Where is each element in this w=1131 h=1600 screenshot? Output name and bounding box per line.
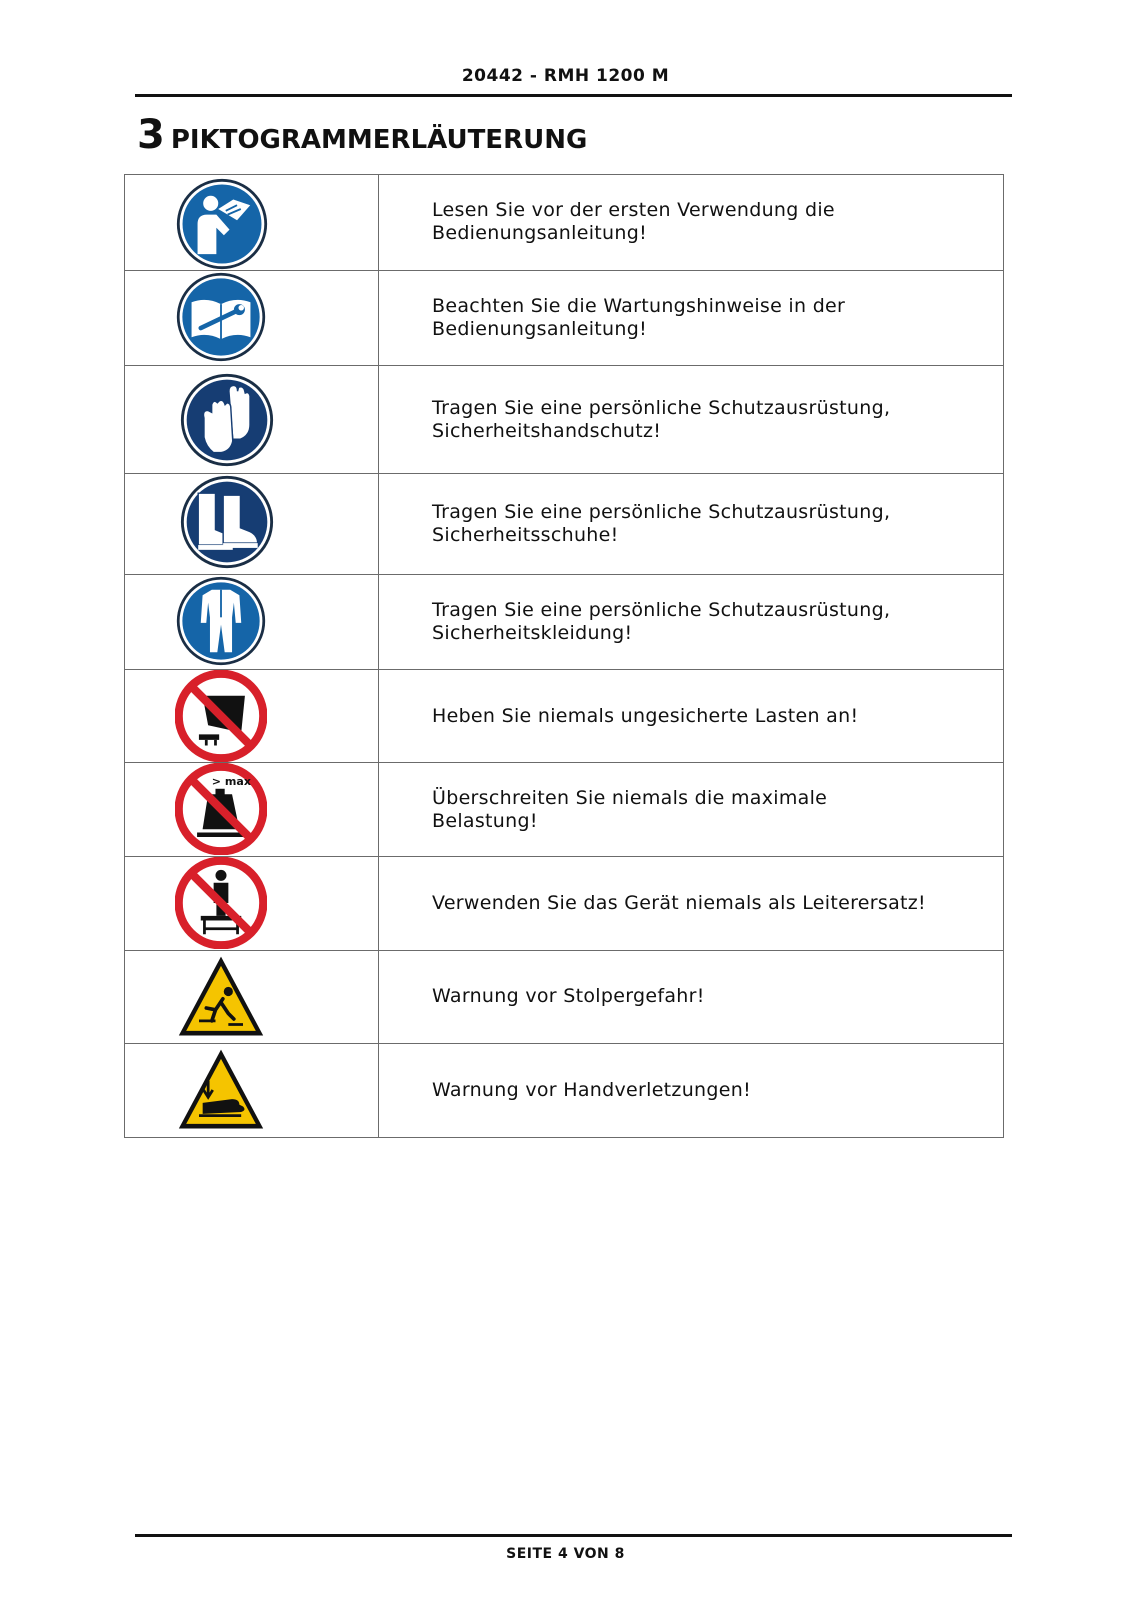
icon-cell [125,474,379,575]
trip-hazard-icon [175,953,267,1041]
section-number: 3 [137,112,165,158]
table-row [125,575,1004,670]
description-cell [379,175,1004,271]
description-cell [379,575,1004,670]
icon-cell [125,175,379,271]
icon-cell [125,669,379,763]
section-title [137,112,587,158]
description-cell [379,669,1004,763]
protective-suit-icon [175,575,267,667]
table-row [125,474,1004,575]
pictogram-table [124,174,1004,1138]
icon-cell [125,366,379,474]
icon-cell [125,950,379,1044]
table-row [125,1044,1004,1138]
table-row [125,763,1004,857]
table-row [125,175,1004,271]
description-line: Warnung vor Stolpergefahr! [432,985,705,1008]
description-line: Tragen Sie eine persönliche Schutzausrüstung, [432,396,891,419]
description-cell [379,366,1004,474]
hand-injury-icon [175,1046,267,1134]
icon-cell [125,763,379,857]
description-line: Warnung vor Handverletzungen! [432,1079,751,1102]
max-label: > max [211,775,251,789]
icon-cell [125,1044,379,1138]
description-line: Überschreiten Sie niemals die maximale Belastung! [432,786,828,832]
description-line: Sicherheitsschuhe! [432,524,619,547]
description-cell [379,270,1004,366]
description-line: Sicherheitshandschutz! [432,419,662,442]
table-row [125,856,1004,950]
gloves-icon [179,372,275,468]
description-line: Lesen Sie vor der ersten Verwendung die [432,199,835,222]
icon-cell [125,270,379,366]
page-footer: SEITE 4 VON 8 [506,1546,625,1562]
description-line: Verwenden Sie das Gerät niemals als Leiterersatz! [432,891,926,914]
description-cell [379,1044,1004,1138]
description-line: Tragen Sie eine persönliche Schutzausrüstung, [432,598,891,621]
table-row [125,270,1004,366]
document-header: 20442 - RMH 1200 M [461,66,670,86]
table-row [125,950,1004,1044]
no-overload-icon [175,763,267,855]
description-line: Tragen Sie eine persönliche Schutzausrüstung, [432,501,891,524]
table-row [125,669,1004,763]
footer-rule [135,1534,1012,1537]
description-line: Sicherheitskleidung! [432,621,633,644]
description-cell [379,763,1004,857]
no-unsecured-load-icon [175,670,267,762]
maintenance-manual-icon [175,271,267,363]
safety-boots-icon [179,474,275,570]
description-line: Beachten Sie die Wartungshinweise in der [432,295,846,318]
icon-cell [125,856,379,950]
table-row [125,366,1004,474]
description-cell [379,856,1004,950]
description-line: Heben Sie niemals ungesicherte Lasten an! [432,704,859,727]
read-manual-icon [175,177,269,271]
section-heading: PIKTOGRAMMERLÄUTERUNG [170,125,588,155]
description-cell [379,950,1004,1044]
description-line: Bedienungsanleitung! [432,222,647,245]
description-cell [379,474,1004,575]
no-ladder-use-icon [175,857,267,949]
description-line: Bedienungsanleitung! [432,318,647,341]
header-rule [135,94,1012,97]
icon-cell [125,575,379,670]
